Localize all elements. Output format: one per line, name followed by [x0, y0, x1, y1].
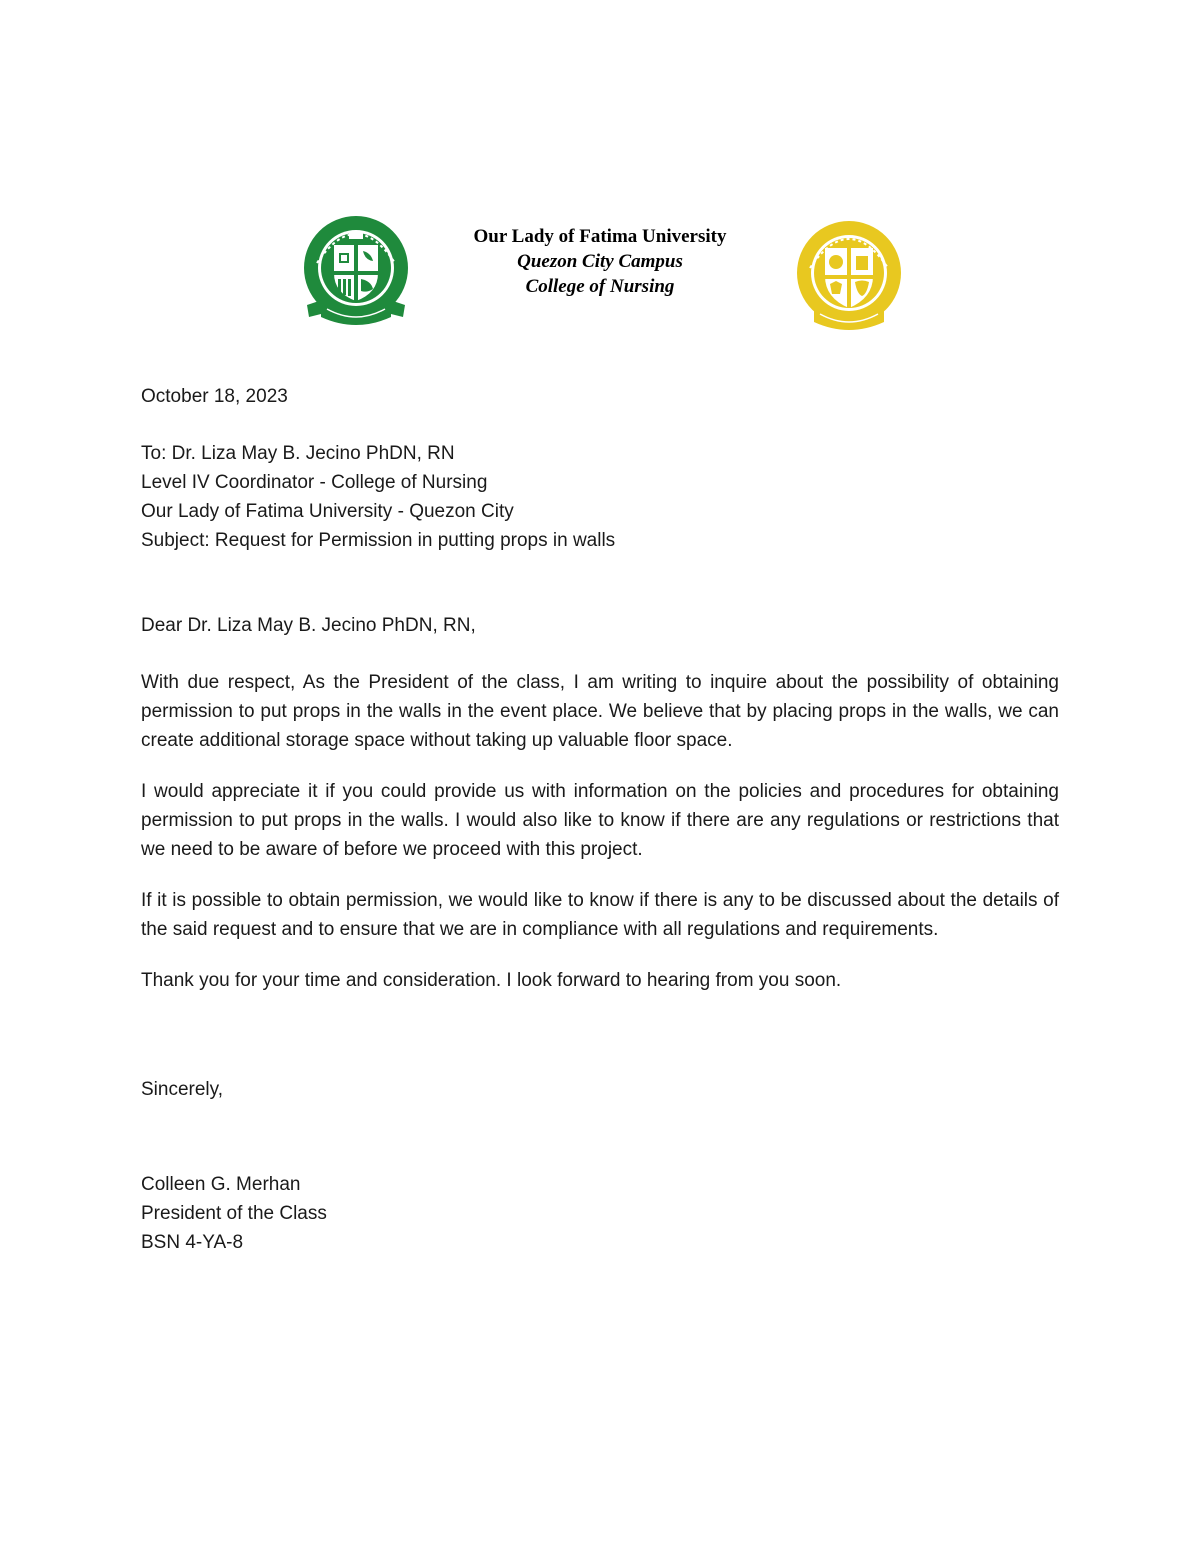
paragraph-1: With due respect, As the President of the class, I am writing to inquire about the possibility of obtaining permission to put props in the walls in the event place. We believe that by placing props in the walls, we can create additional storage space without taking up valuable floor space. — [141, 672, 1059, 751]
thank-you-line: Thank you for your time and consideration. I look forward to hearing from you soon. — [141, 970, 842, 991]
letterhead-text — [400, 224, 800, 299]
recipient-to: To: Dr. Liza May B. Jecino PhDN, RN — [141, 443, 455, 464]
letter-body — [141, 382, 1059, 1257]
letter-subject: Subject: Request for Permission in putting props in walls — [141, 530, 616, 551]
letter-date: October 18, 2023 — [141, 386, 288, 407]
college-name: College of Nursing — [525, 276, 675, 297]
closing: Sincerely, — [141, 1079, 224, 1100]
salutation: Dear Dr. Liza May B. Jecino PhDN, RN, — [141, 615, 476, 636]
paragraph-2: I would appreciate it if you could provide us with information on the policies and procedures for obtaining permission to put props in the walls. I would also like to know if there are any regulations or restrictions that we need to be aware of before we proceed with this project. — [141, 781, 1059, 860]
recipient-institution: Our Lady of Fatima University - Quezon City — [141, 501, 514, 522]
signer-name: Colleen G. Merhan — [141, 1174, 301, 1195]
recipient-position: Level IV Coordinator - College of Nursing — [141, 472, 488, 493]
paragraph-3: If it is possible to obtain permission, we would like to know if there is any to be discussed about the details of the said request and to ensure that we are in compliance with all regulations and requirements. — [141, 890, 1059, 940]
college-seal-yellow — [790, 218, 908, 336]
signer-title: President of the Class — [141, 1203, 327, 1224]
university-seal-green — [297, 213, 415, 331]
campus-name: Quezon City Campus — [517, 251, 683, 272]
university-name: Our Lady of Fatima University — [473, 226, 727, 247]
signature-block — [141, 1170, 1059, 1257]
recipient-block — [141, 439, 1059, 555]
signer-section: BSN 4-YA-8 — [141, 1232, 244, 1253]
letterhead — [0, 212, 1200, 342]
